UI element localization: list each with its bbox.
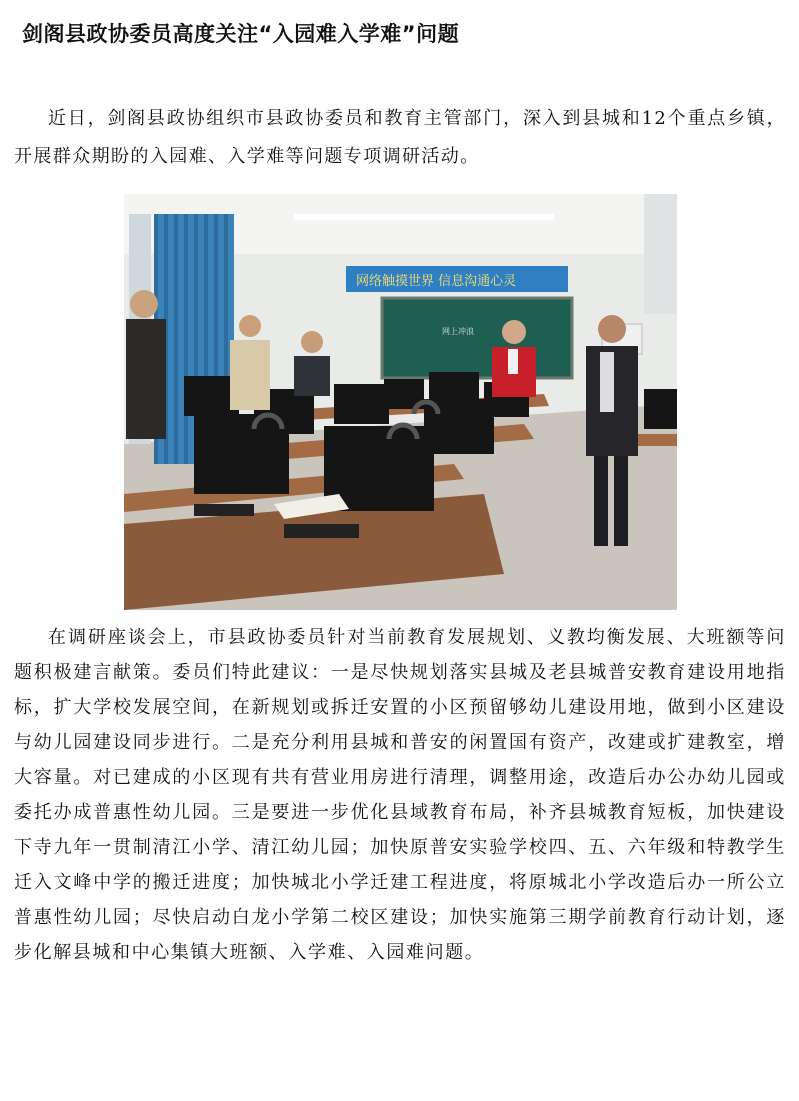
article-title: 剑阁县政协委员高度关注“入园难入学难”问题: [22, 22, 460, 46]
svg-text:网络触摸世界 信息沟通心灵: 网络触摸世界 信息沟通心灵: [356, 274, 517, 289]
svg-text:网上冲浪: 网上冲浪: [442, 327, 474, 336]
wall-banner: [346, 266, 568, 292]
intro-paragraph: 近日，剑阁县政协组织市县政协委员和教育主管部门，深入到县城和12个重点乡镇，开展群众期盼的入园难、入学难等问题专项调研活动。: [14, 108, 786, 167]
classroom-photo: [124, 194, 677, 610]
body-paragraph: 在调研座谈会上，市县政协委员针对当前教育发展规划、义教均衡发展、大班额等问题积极建言献策。委员们特此建议：一是尽快规划落实县城及老县城普安教育建设用地指标，扩大学校发展空间，在新规划或拆迁安置的小区预留够幼儿建设用地，做到小区建设与幼儿园建设同步进行。二是充分利用县城和普安的闲置国有资产，改建或扩建教室，增大容量。对已建成的小区现有共有营业用房进行清理，调整用途，改造后办公办幼儿园或委托办成普惠性幼儿园。三是要进一步优化县域教育布局，补齐县城教育短板，加快建设下寺九年一贯制清江小学、清江幼儿园；加快原普安实验学校四、五、六年级和特教学生迁入文峰中学的搬迁进度；加快城北小学迁建工程进度，将原城北小学改造后办一所公立普惠性幼儿园；尽快启动白龙小学第二校区建设；加快实施第三期学前教育行动计划，逐步化解县城和中心集镇大班额、入学难、入园难问题。: [14, 627, 786, 963]
chalkboard: [382, 298, 572, 378]
